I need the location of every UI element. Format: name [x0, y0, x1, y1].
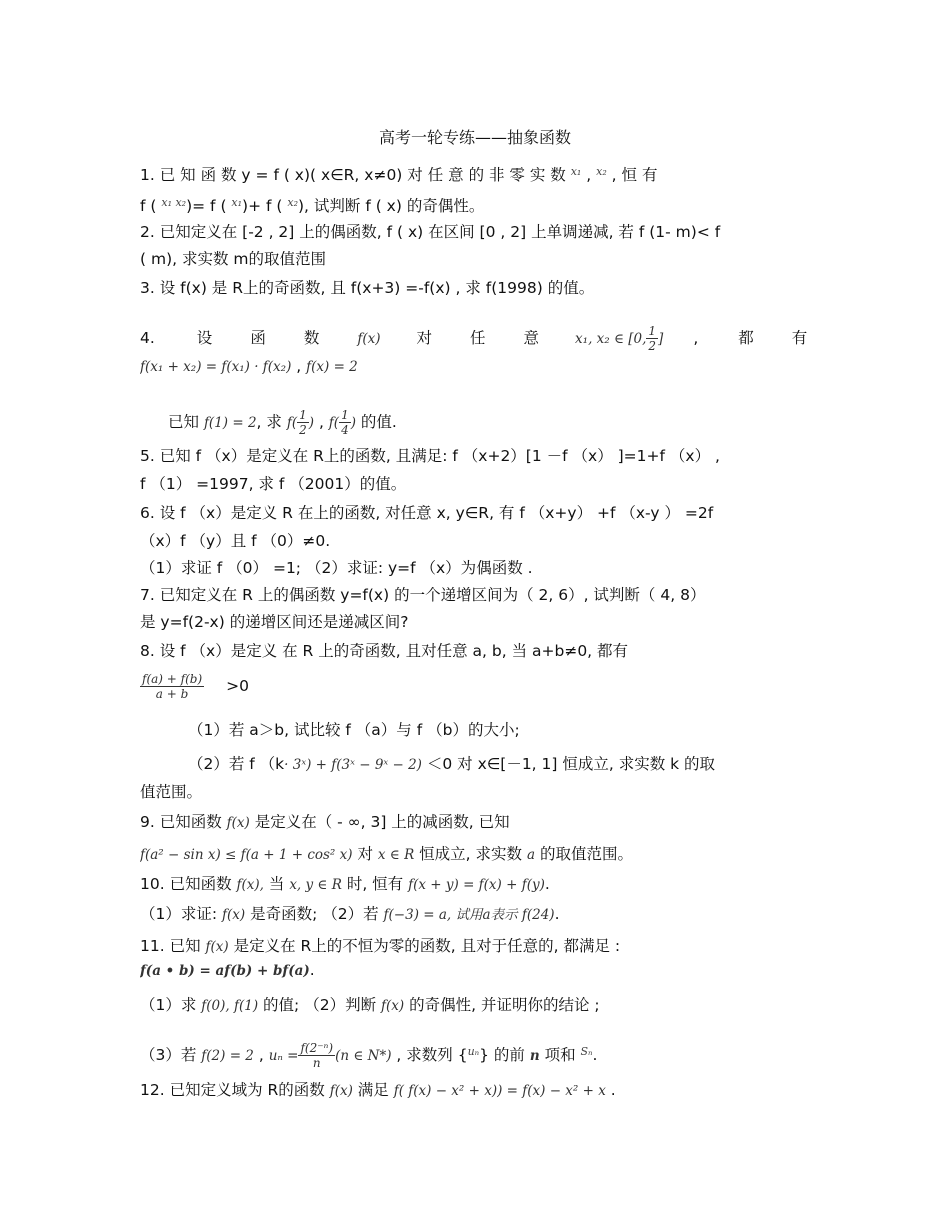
- text: 10. 已知函数: [140, 875, 237, 893]
- text: .: [605, 1081, 616, 1099]
- text: 时, 恒有: [341, 875, 409, 893]
- problem-8-line-2: [140, 664, 810, 708]
- problem-8-q2-cont: 值范围。: [140, 783, 203, 801]
- problem-6-line-3: （1）求证 f （0） =1; （2）求证: y=f （x）为偶函数 .: [140, 559, 533, 577]
- math-fraction: $\frac{1}{2}$: [299, 408, 307, 437]
- text: 9. 已知函数: [140, 813, 227, 831]
- text: ,: [291, 357, 307, 375]
- problem-11-line-3: [140, 995, 810, 1016]
- text: 1. 已 知 函 数 y = f ( x)( x∈R, x≠0) 对 任 意 的 非 零 实 数: [140, 166, 571, 184]
- math-fraction: $\frac{1}{4}$: [341, 408, 349, 437]
- math-eq1: f(x₁ + x₂) = f(x₁) · f(x₂): [140, 359, 292, 375]
- math-eq: f(a • b) = af(b) + bf(a): [140, 963, 310, 979]
- math-sn: Sₙ: [580, 1045, 593, 1058]
- math-x1: x₁: [231, 196, 243, 209]
- text: 4.: [140, 329, 155, 347]
- problem-9-line-2: [140, 844, 810, 865]
- text: , 恒 有: [606, 166, 658, 184]
- math-xr: x ∈ R: [377, 847, 415, 863]
- math-fraction: $\frac{\text{f(2⁻ⁿ)}}{n}$: [300, 1041, 334, 1070]
- math-x2: x₂: [596, 165, 607, 178]
- text: 的值; （2）判断: [258, 996, 381, 1014]
- math-fraction: $\frac{f(a) + f(b)}{a + b}$: [142, 672, 203, 701]
- text: )= f (: [186, 197, 232, 215]
- problem-7-line-1: 7. 已知定义在 R 上的偶函数 y=f(x) 的一个递增区间为（ 2, 6）, 试判断（ 4, 8）: [140, 586, 706, 604]
- problem-12: [140, 1080, 810, 1101]
- problem-6-line-2: （x）f （y）且 f （0）≠0.: [140, 532, 331, 550]
- problem-4-line-1: [140, 318, 810, 358]
- problem-9-line-1: [140, 812, 810, 833]
- problem-2-line-1: 2. 已知定义在 [-2 , 2] 上的偶函数, f ( x) 在区间 [0 , 2] 上单调递减, 若 f (1- m)< f: [140, 223, 721, 241]
- text: 有: [791, 329, 808, 347]
- math-fx: f(x),: [236, 877, 264, 893]
- math-domain: (n ∈ N*): [335, 1048, 392, 1064]
- text: .: [544, 875, 550, 893]
- text: ＜0 对 x∈[－1, 1] 恒成立, 求实数 k 的取: [421, 755, 716, 773]
- text: 函: [250, 329, 266, 347]
- problem-7-line-2: 是 y=f(2-x) 的递增区间还是递减区间?: [140, 613, 409, 631]
- math-xy: x, y ∈ R: [289, 877, 342, 893]
- text: 是奇函数; （2）若: [245, 905, 384, 923]
- math-paren: ): [350, 415, 356, 431]
- problem-4-line-2: [140, 356, 810, 377]
- problem-4-line-3: [168, 400, 838, 444]
- text: 的值.: [355, 413, 397, 431]
- text: >0: [226, 677, 249, 695]
- problem-5-line-2: f （1） =1997, 求 f （2001）的值。: [140, 475, 407, 493]
- math-half: $\frac{1}{2}$: [648, 324, 657, 353]
- text: 的奇偶性, 并证明你的结论 ;: [404, 996, 600, 1014]
- text: f (: [140, 197, 162, 215]
- text: 是定义在 R上的不恒为零的函数, 且对于任意的, 都满足 :: [228, 937, 621, 955]
- text: 任: [470, 329, 486, 347]
- math-x1x2: x₁ x₂: [161, 196, 187, 209]
- math-fx: f(x): [357, 331, 381, 347]
- math-expr: f(−3) = a, 试用a表示 f(24): [383, 907, 555, 923]
- text: ,: [693, 329, 699, 347]
- math-ineq: f(a² − sin x) ≤ f(a + 1 + cos² x): [140, 847, 353, 863]
- text: , 求数列 {: [391, 1046, 468, 1064]
- problem-11-line-4: [140, 1030, 810, 1074]
- text: ,: [581, 166, 597, 184]
- math-domain: x₁, x₂ ∈ [0,: [575, 331, 647, 347]
- text: .: [309, 961, 315, 979]
- text: 已知: [168, 413, 204, 431]
- text: .: [554, 905, 560, 923]
- text: 项和: [539, 1046, 581, 1064]
- math-fx: f(x): [205, 939, 229, 955]
- math-bracket: ]: [658, 331, 664, 347]
- math-fx: f(x): [226, 815, 250, 831]
- problem-10-line-1: [140, 874, 810, 895]
- text: .: [592, 1046, 598, 1064]
- math-eq: f( f(x) − x² + x)) = f(x) − x² + x: [393, 1083, 606, 1099]
- text: 12. 已知定义域为 R的函数: [140, 1081, 330, 1099]
- math-paren: ): [308, 415, 315, 431]
- math-fb: f(: [328, 415, 340, 431]
- text: 当: [263, 875, 290, 893]
- problem-1-line-1: [140, 162, 810, 185]
- text: （1）求: [140, 996, 202, 1014]
- page-title: 高考一轮专练——抽象函数: [378, 128, 571, 147]
- problem-11-line-1: [140, 936, 810, 957]
- text: , 求: [256, 413, 287, 431]
- problem-3: 3. 设 f(x) 是 R上的奇函数, 且 f(x+3) =-f(x) , 求 f(1998) 的值。: [140, 279, 595, 297]
- math-fx: f(x): [381, 998, 405, 1014]
- text: ,: [314, 413, 329, 431]
- text: 都: [738, 329, 754, 347]
- text: } 的前: [479, 1046, 530, 1064]
- math-fa: f(: [286, 415, 298, 431]
- text: 11. 已知: [140, 937, 206, 955]
- text: 满足: [352, 1081, 394, 1099]
- text: （2）若 f （k: [188, 755, 285, 773]
- math-n: n: [529, 1048, 540, 1064]
- math-f1: f(1) = 2: [203, 415, 257, 431]
- math-fx: f(x): [222, 907, 246, 923]
- math-eq2: f(x) = 2: [306, 359, 358, 375]
- problem-2-line-2: ( m), 求实数 m的取值范围: [140, 250, 327, 268]
- math-x2: x₂: [287, 196, 298, 209]
- problem-8-q2: [188, 754, 808, 775]
- text: （3）若: [140, 1046, 202, 1064]
- problem-11-line-2: [140, 960, 810, 981]
- text: 是定义在（ - ∞, 3] 上的减函数, 已知: [249, 813, 510, 831]
- text: 对: [416, 329, 433, 347]
- math-un: uₙ: [467, 1045, 480, 1058]
- text: （1）求证:: [140, 905, 223, 923]
- math-f01: f(0), f(1): [201, 998, 259, 1014]
- problem-5-line-1: 5. 已知 f （x）是定义在 R上的函数, 且满足: f （x+2）[1 －f （x） ]=1+f （x） ,: [140, 447, 720, 465]
- problem-6-line-1: 6. 设 f （x）是定义 R 在上的函数, 对任意 x, y∈R, 有 f （x+y） +f （x-y ） =2f: [140, 504, 714, 522]
- text: 意: [523, 329, 540, 347]
- math-eq: f(x + y) = f(x) + f(y): [408, 877, 545, 893]
- problem-8-q1: （1）若 a＞b, 试比较 f （a）与 f （b）的大小;: [188, 721, 520, 739]
- text: 设: [196, 329, 213, 347]
- math-un: uₙ =: [268, 1048, 299, 1064]
- problem-8-line-1: 8. 设 f （x）是定义 在 R 上的奇函数, 且对任意 a, b, 当 a+b≠0, 都有: [140, 642, 629, 660]
- text: 的取值范围。: [535, 845, 633, 863]
- text: ,: [253, 1046, 269, 1064]
- text: ), 试判断 f ( x) 的奇偶性。: [298, 197, 485, 215]
- text: 数: [303, 329, 320, 347]
- math-fx: f(x): [329, 1083, 353, 1099]
- math-x1: x₁: [570, 165, 582, 178]
- math-f2: f(2) = 2: [201, 1048, 254, 1064]
- text: 对: [352, 845, 378, 863]
- math-a: a: [526, 847, 536, 863]
- text: )+ f (: [242, 197, 288, 215]
- problem-10-line-2: [140, 904, 810, 925]
- text: 恒成立, 求实数: [414, 845, 527, 863]
- problem-1-line-2: [140, 193, 810, 216]
- math-expr: · 3ˣ) + f(3ˣ − 9ˣ − 2): [284, 757, 422, 773]
